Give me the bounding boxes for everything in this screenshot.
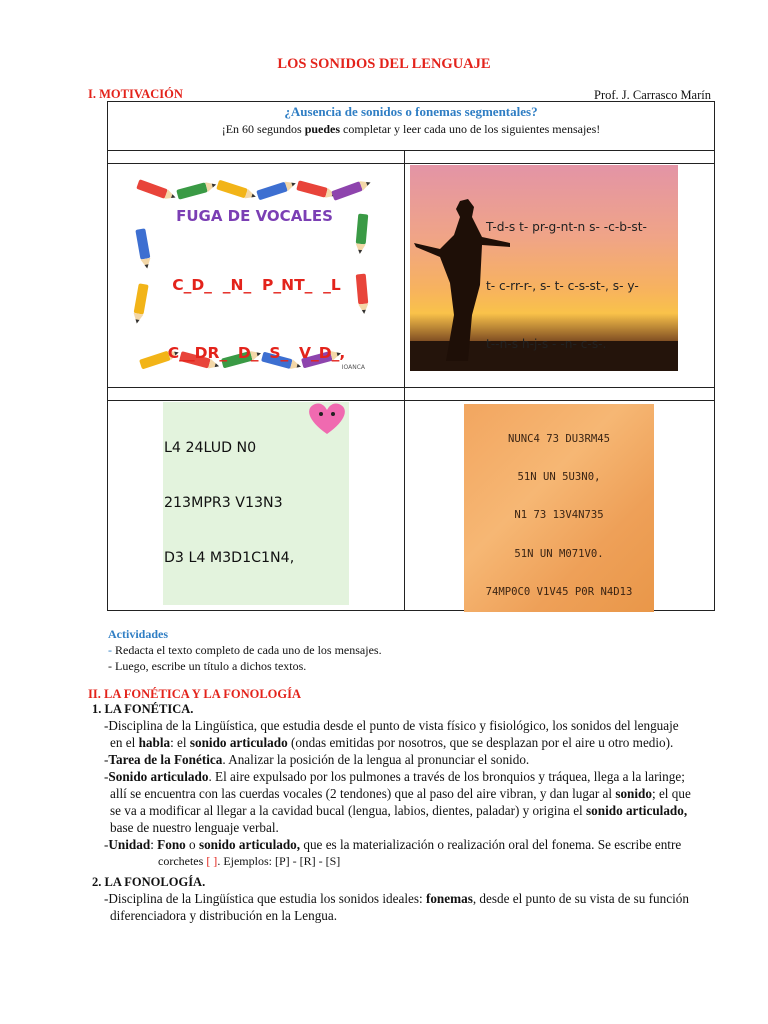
table-header-cell: [108, 102, 715, 151]
box-instructions: ¡En 60 segundos puedes completar y leer cada uno de los siguientes mensajes!: [221, 122, 601, 136]
actividades-title: Actividades: [108, 627, 168, 641]
actividad-item: - Luego, escribe un título a dichos textos.: [108, 659, 307, 673]
page-title: LOS SONIDOS DEL LENGUAJE: [277, 56, 491, 72]
actividades-list: [108, 642, 382, 674]
section-heading-motivacion: I. MOTIVACIÓN: [88, 87, 183, 101]
heart-icon: [305, 402, 349, 436]
subheading-fonologia: 2. LA FONOLOGÍA.: [92, 875, 206, 889]
subheading-fonetica: 1. LA FONÉTICA.: [92, 702, 194, 716]
image-credit: IOANCA: [341, 364, 365, 371]
image-sunset-message: [410, 165, 678, 371]
image-leet-message-1: [163, 402, 349, 605]
image-leet-message-2: [464, 404, 654, 612]
fuga-lines: C_D_ _N_ P_NT_ _L C__DR_ D_ S_ V_D_,: [167, 276, 346, 362]
sunset-message-lines: T-d-s t- pr-g-nt-n s- -c-b-st- t- c-rr-r-, s- t- c-s-st-, s- y- t--n-s h-j-s - -n- c-s-.: [486, 220, 647, 351]
fuga-title: FUGA DE VOCALES: [176, 207, 333, 225]
leet-lines-1: L4 24LUD N0 213MPR3 V13N3 D3 L4 M3D1C1N4,: [164, 439, 295, 567]
box-heading: ¿Ausencia de sonidos o fonemas segmentales?: [284, 104, 538, 119]
actividad-item: - Redacta el texto completo de cada uno de los mensajes.: [108, 643, 382, 657]
fonologia-body: -Disciplina de la Lingüística que estudia los sonidos ideales: fonemas, desde el punto de su vista de su función diferenciadora y distribución en la Lengua.: [104, 891, 689, 923]
author-label: Prof. J. Carrasco Marín: [594, 88, 711, 102]
fonetica-body: -Disciplina de la Lingüística, que estudia desde el punto de vista físico y fisiológico, los sonidos del lenguaje en el habla: el sonido articulado (ondas emitidas por nosotros, que se desplazan por el aire u otro medio). -Tarea de la Fonética. Analizar la posición de la lengua al pronunciar el sonido. -Sonido articulado. El aire expulsado por los pulmones a través de los bronquios y tráquea, llega a la laringe; allí se encuentra con las cuerdas vocales (2 tendones) que al paso del aire vibran, y dan lugar al sonido; el que se va a modificar al llegar a la cavidad bucal (lengua, labios, dientes, paladar) y origina el sonido articulado, base de nuestro lenguaje verbal. -Unidad: Fono o sonido articulado, que es la materialización o realización oral del fonema. Se escribe entre corchetes [ ]. Ejemplos: [P] - [R] - [S]: [104, 718, 691, 868]
leet-lines-2: NUNC4 73 DU3RM45 51N UN 5U3N0, N1 73 13V4N735 51N UN M071V0. 74MP0C0 V1V45 P0R N4D13: [485, 432, 633, 599]
image-fuga-de-vocales: [132, 179, 377, 373]
section-heading-fonetica-fonologia: II. LA FONÉTICA Y LA FONOLOGÍA: [88, 687, 302, 701]
